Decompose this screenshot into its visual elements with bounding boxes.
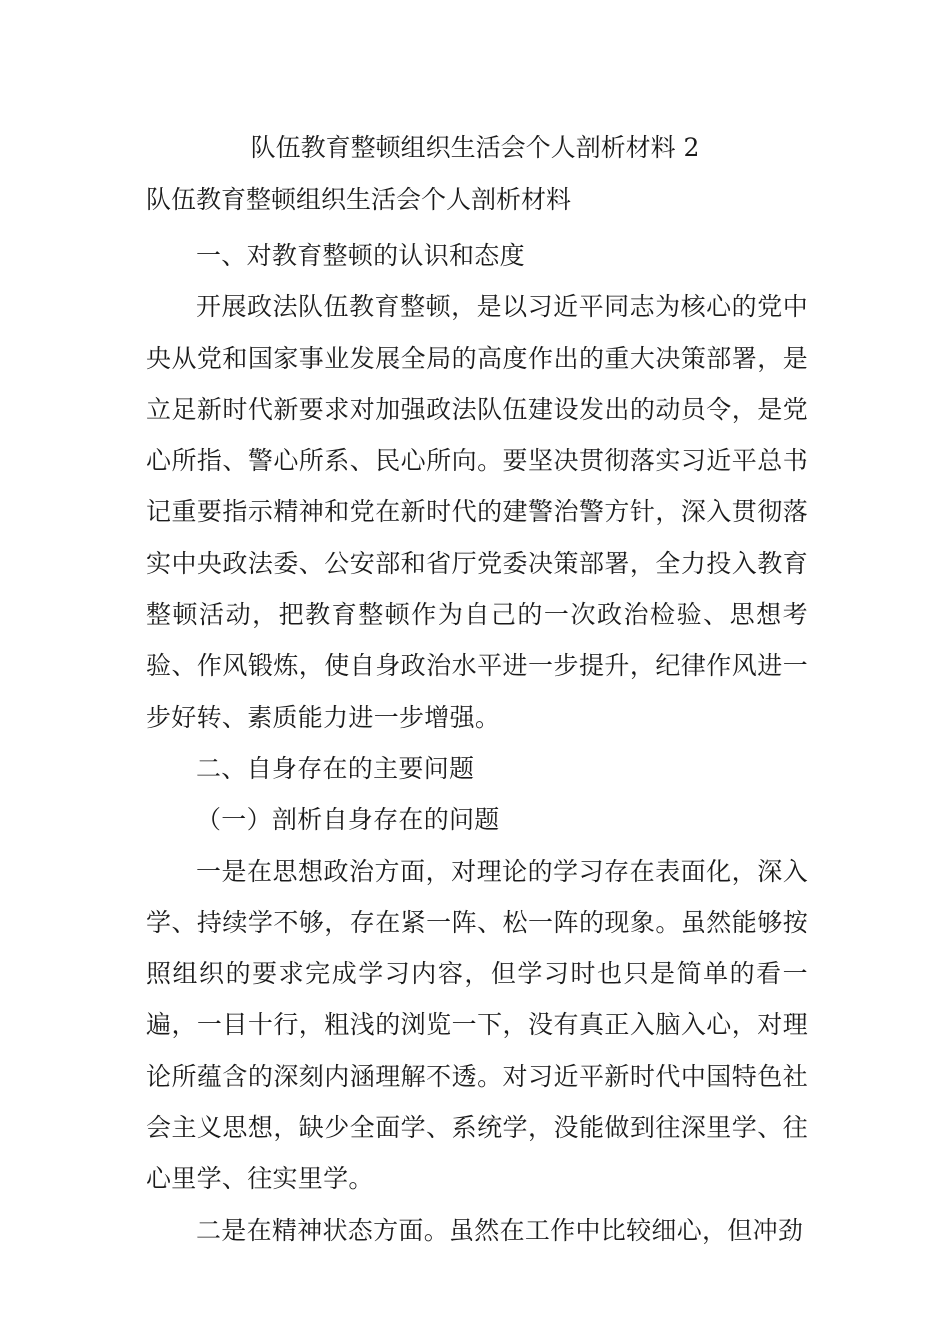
subsection-heading-1: （一）剖析自身存在的问题 bbox=[196, 805, 500, 835]
section-heading-2: 二、自身存在的主要问题 bbox=[196, 753, 475, 783]
paragraph-3: 二是在精神状态方面。虽然在工作中比较细心，但冲劲 bbox=[196, 1215, 804, 1245]
document-title: 队伍教育整顿组织生活会个人剖析材料 2 bbox=[250, 133, 700, 162]
paragraph-2: 一是在思想政治方面，对理论的学习存在表面化，深入学、持续学不够，存在紧一阵、松一阵的现象。虽然能够按照组织的要求完成学习内容，但学习时也只是简单的看一遍，一目十行，粗浅的浏览一下，没有真正入脑入心，对理论所蕴含的深刻内涵理解不透。对习近平新时代中国特色社会主义思想，缺少全面学、系统学，没能做到往深里学、往心里学、往实里学。 bbox=[146, 856, 808, 1194]
section-heading-1: 一、对教育整顿的认识和态度 bbox=[196, 241, 525, 270]
paragraph-1: 开展政法队伍教育整顿，是以习近平同志为核心的党中央从党和国家事业发展全局的高度作出的重大决策部署，是立足新时代新要求对加强政法队伍建设发出的动员令，是党心所指、警心所系、民心所向。要坚决贯彻落实习近平总书记重要指示精神和党在新时代的建警治警方针，深入贯彻落实中央政法委、公安部和省厅党委决策部署，全力投入教育整顿活动，把教育整顿作为自己的一次政治检验、思想考验、作风锻炼，使自身政治水平进一步提升，纪律作风进一步好转、素质能力进一步增强。 bbox=[146, 292, 808, 732]
document-subtitle: 队伍教育整顿组织生活会个人剖析材料 bbox=[146, 185, 572, 214]
document-body bbox=[146, 230, 808, 1256]
